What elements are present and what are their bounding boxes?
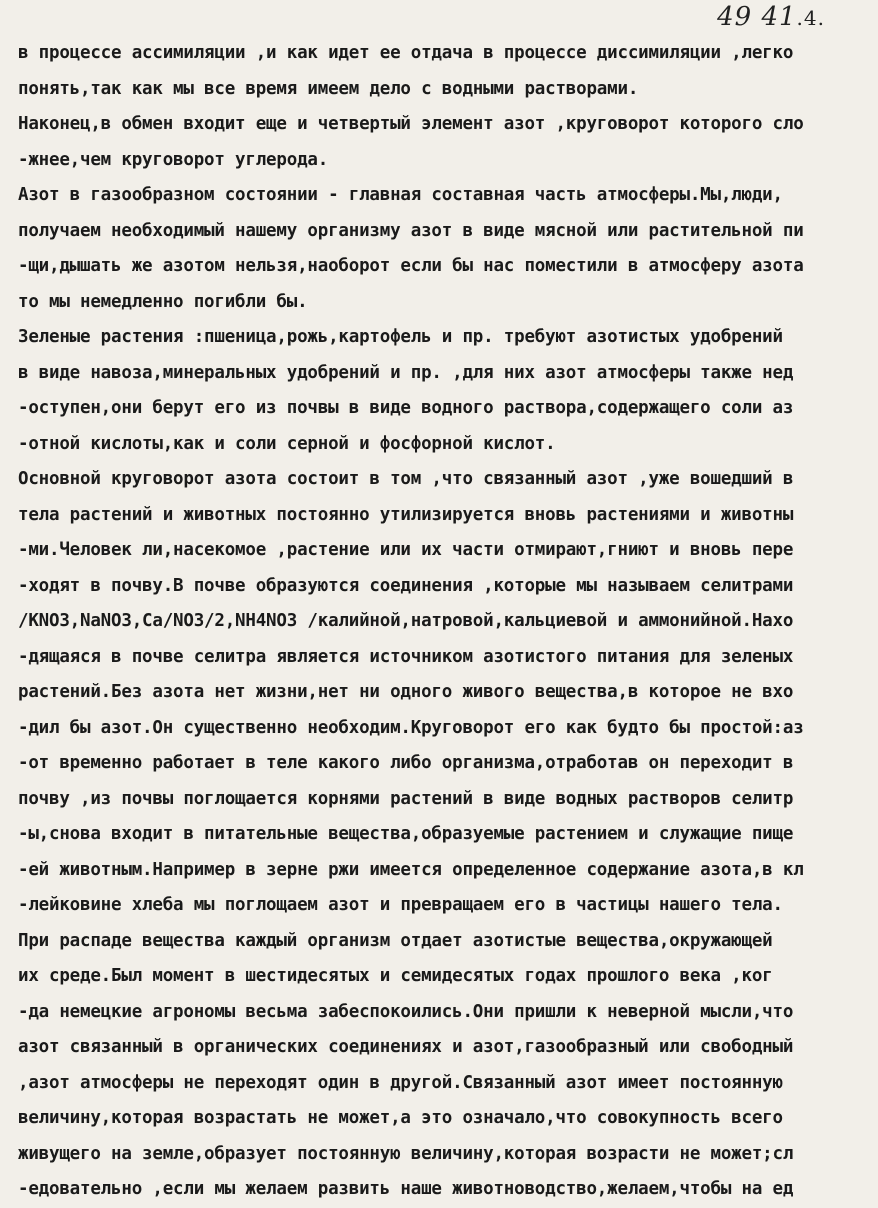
text-line: -от временно работает в теле какого либо организма,отработав он переходит в xyxy=(18,753,794,773)
text-line: /KNO3,NaNO3,Ca/NO3/2,NH4NO3 /калийной,натровой,кальциевой и аммонийной.Нахо xyxy=(18,611,794,631)
text-line: получаем необходимый нашему организму азот в виде мясной или растительной пи xyxy=(18,220,804,241)
text-line: -ей животным.Например в зерне ржи имеется определенное содержание азота,в кл xyxy=(18,859,804,880)
text-line: тела растений и животных постоянно утилизируется вновь растениями и животны xyxy=(18,504,794,525)
text-line: азот связанный в органических соединениях и азот,газообразный или свободный xyxy=(18,1037,794,1057)
text-line: -оступен,они берут его из почвы в виде водного раствора,содержащего соли аз xyxy=(18,398,794,418)
handwritten-page-number: 49 xyxy=(717,2,753,32)
text-line: -едовательно ,если мы желаем развить наше животноводство,желаем,чтобы на ед xyxy=(18,1179,794,1199)
text-line: ,азот атмосферы не переходят один в другой.Связанный азот имеет постоянную xyxy=(18,1072,783,1093)
text-line: величину,которая возрастать не может,а это означало,что совокупность всего xyxy=(18,1108,783,1128)
text-line: то мы немедленно погибли бы. xyxy=(18,291,308,312)
typed-page-number: 41 xyxy=(761,2,797,32)
text-line: растений.Без азота нет жизни,нет ни одного живого вещества,в которое не вхо xyxy=(18,682,794,702)
text-line: Азот в газообразном состоянии - главная составная часть атмосферы.Мы,люди, xyxy=(18,185,783,205)
text-line: -ходят в почву.В почве образуются соединения ,которые мы называем селитрами xyxy=(18,575,794,596)
text-line: их среде.Был момент в шестидесятых и семидесятых годах прошлого века ,ког xyxy=(18,966,773,986)
document-body xyxy=(18,36,878,1208)
text-line: -щи,дышать же азотом нельзя,наоборот если бы нас поместили в атмосферу азота xyxy=(18,256,804,276)
text-line: почву ,из почвы поглощается корнями растений в виде водных растворов селитр xyxy=(18,788,794,809)
text-line: -отной кислоты,как и соли серной и фосфорной кислот. xyxy=(18,433,556,454)
text-line: в процессе ассимиляции ,и как идет ее отдача в процессе диссимиляции ,легко xyxy=(18,43,794,63)
text-line: -ми.Человек ли,насекомое ,растение или их части отмирают,гниют и вновь пере xyxy=(18,540,794,560)
text-line: -дил бы азот.Он существенно необходим.Круговорот его как будто бы простой:аз xyxy=(18,717,804,738)
page-number xyxy=(717,2,825,32)
text-line: -да немецкие агрономы весьма забеспокоились.Они пришли к неверной мысли,что xyxy=(18,1001,794,1022)
text-line: Зеленые растения :пшеница,рожь,картофель и пр. требуют азотистых удобрений xyxy=(18,327,783,347)
text-line: живущего на земле,образует постоянную величину,которая возрасти не может;сл xyxy=(18,1143,794,1164)
text-line: понять,так как мы все время имеем дело с водными растворами. xyxy=(18,78,639,99)
text-line: -лейковине хлеба мы поглощаем азот и превращаем его в частицы нашего тела. xyxy=(18,895,783,915)
text-line: Основной круговорот азота состоит в том ,что связанный азот ,уже вошедший в xyxy=(18,469,794,489)
text-line: Наконец,в обмен входит еще и четвертый элемент азот ,круговорот которого сло xyxy=(18,114,804,134)
text-line: -дящаяся в почве селитра является источником азотистого питания для зеленых xyxy=(18,646,794,667)
text-line: -жнее,чем круговорот углерода. xyxy=(18,149,329,170)
page-number-suffix: .4. xyxy=(796,6,825,30)
text-line: При распаде вещества каждый организм отдает азотистые вещества,окружающей xyxy=(18,930,773,951)
text-line: -ы,снова входит в питательные вещества,образуемые растением и служащие пище xyxy=(18,824,794,844)
text-line: в виде навоза,минеральных удобрений и пр. ,для них азот атмосферы также нед xyxy=(18,362,794,383)
